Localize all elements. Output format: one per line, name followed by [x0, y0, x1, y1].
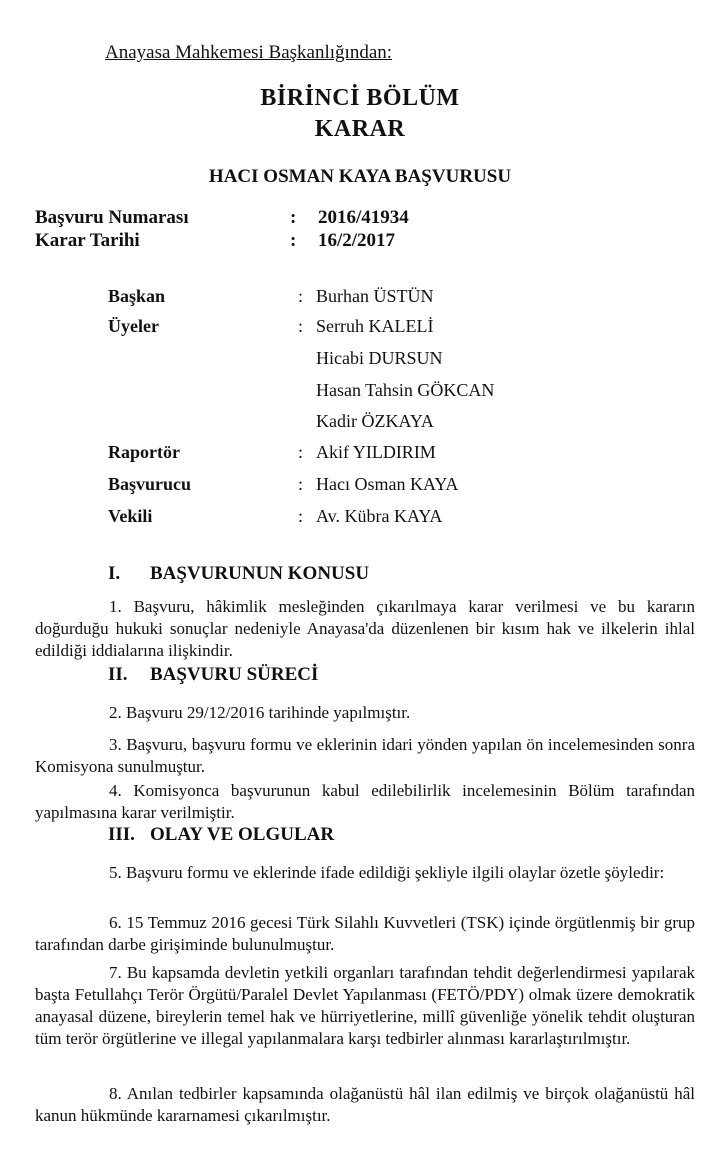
section-title: BAŞVURU SÜRECİ: [150, 664, 319, 685]
counsel-label: Vekili: [108, 506, 153, 526]
applicant-label: Başvurucu: [108, 474, 192, 494]
decision-date-label: Karar Tarihi: [35, 230, 140, 251]
paragraph-8: 8. Anılan tedbirler kapsamında olağanüstü hâl ilan edilmiş ve birçok olağanüstü hâl kanun hükmünde kararnamesi çıkarılmıştır.: [35, 1084, 695, 1125]
document-type-heading: KARAR: [314, 116, 406, 142]
issuing-authority: Anayasa Mahkemesi Başkanlığından:: [105, 42, 393, 63]
paragraph-1: 1. Başvuru, hâkimlik mesleğinden çıkarılmaya karar verilmesi ve bu kararın doğurduğu hukuki sonuçlar nedeniyle Anayasa'da düzenlenen bir kısım hak ve ilkelerin ihlal edildiği iddialarına ilişkindir.: [35, 597, 695, 660]
rapporteur-colon: :: [298, 442, 304, 462]
application-number-label: Başvuru Numarası: [35, 207, 189, 228]
application-number-value: 2016/41934: [318, 207, 409, 228]
section-number: II.: [108, 664, 128, 685]
rapporteur-label: Raportör: [108, 442, 180, 462]
section-heading: [108, 824, 334, 846]
member-name: Hicabi DURSUN: [316, 348, 443, 368]
member-name: Serruh KALELİ: [316, 316, 434, 336]
president-colon: :: [298, 286, 304, 306]
section-title: BAŞVURUNUN KONUSU: [150, 563, 370, 584]
section-heading: [108, 664, 318, 686]
section-heading: [108, 563, 369, 585]
paragraph-5: 5. Başvuru formu ve eklerinde ifade edildiği şekliyle ilgili olaylar özetle şöyledir:: [109, 863, 665, 882]
paragraph-4: 4. Komisyonca başvurunun kabul edilebilirlik incelemesinin Bölüm tarafından yapılmasına karar verilmiştir.: [35, 781, 695, 822]
section-number: III.: [108, 824, 135, 845]
chamber-heading: BİRİNCİ BÖLÜM: [260, 85, 460, 111]
paragraph-7: 7. Bu kapsamda devletin yetkili organları tarafından tehdit değerlendirmesi yapılarak başta Fetullahçı Terör Örgütü/Paralel Devlet Yapılanması (FETÖ/PDY) olmak üzere demokratik anayasal düzene, bireylerin temel hak ve hürriyetlerine, millî güvenliğe yönelik tehdit oluşturan tüm terör örgütlerine ve illegal yapılanmalara karşı tedbirler alınması kararlaştırılmıştır.: [35, 963, 695, 1048]
counsel-name: Av. Kübra KAYA: [316, 506, 443, 526]
member-name: Hasan Tahsin GÖKCAN: [316, 380, 495, 400]
applicant-name: Hacı Osman KAYA: [316, 474, 459, 494]
counsel-colon: :: [298, 506, 304, 526]
section-title: OLAY VE OLGULAR: [150, 824, 335, 845]
rapporteur-name: Akif YILDIRIM: [316, 442, 436, 462]
applicant-colon: :: [298, 474, 304, 494]
members-label: Üyeler: [108, 316, 159, 336]
president-label: Başkan: [108, 286, 166, 306]
section-number: I.: [108, 563, 121, 584]
member-name: Kadir ÖZKAYA: [316, 411, 434, 431]
decision-date-value: 16/2/2017: [318, 230, 396, 251]
case-title: HACI OSMAN KAYA BAŞVURUSU: [208, 166, 512, 187]
paragraph-3: 3. Başvuru, başvuru formu ve eklerinin idari yönden yapılan ön incelemesinden sonra Komisyona sunulmuştur.: [35, 735, 695, 776]
paragraph-6: 6. 15 Temmuz 2016 gecesi Türk Silahlı Kuvvetleri (TSK) içinde örgütlenmiş bir grup tarafından darbe girişiminde bulunulmuştur.: [35, 913, 695, 954]
application-number-colon: :: [290, 207, 297, 228]
decision-date-colon: :: [290, 230, 297, 251]
members-colon: :: [298, 316, 304, 336]
president-name: Burhan ÜSTÜN: [316, 286, 434, 306]
paragraph-2: 2. Başvuru 29/12/2016 tarihinde yapılmıştır.: [109, 703, 411, 722]
